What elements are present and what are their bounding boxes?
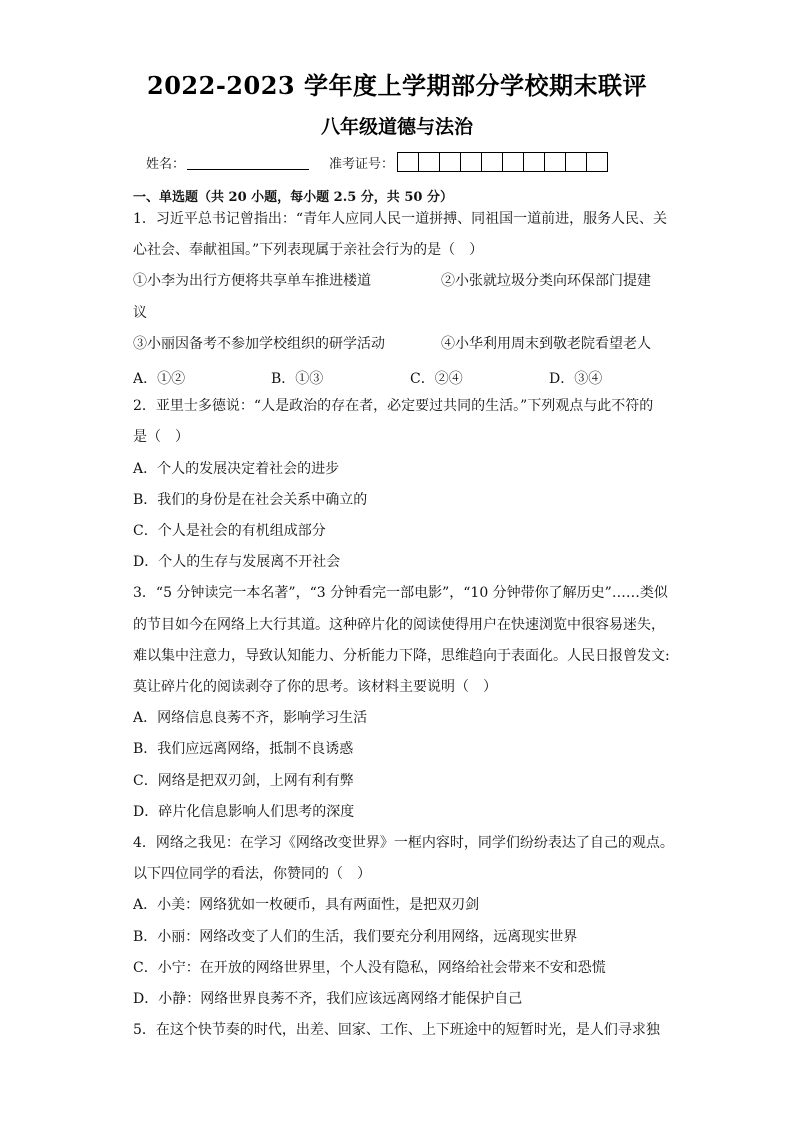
question-text-line: ③小丽因备考不参加学校组织的研学活动 ④小华利用周末到敬老院看望老人 xyxy=(133,335,651,352)
answer-option: B．我们的身份是在社会关系中确立的 xyxy=(133,491,368,508)
answer-option: B．小丽：网络改变了人们的生活，我们要充分利用网络，远离现实世界 xyxy=(133,928,578,945)
answer-option: D．个人的生存与发展离不开社会 xyxy=(133,554,341,571)
question-text-line: 的节目如今在网络上大行其道。这种碎片化的阅读使得用户在快速浏览中很容易迷失， xyxy=(133,616,665,633)
answer-option: C．网络是把双刃剑，上网有利有弊 xyxy=(133,772,354,789)
id-digit-box[interactable] xyxy=(481,152,503,172)
question-text-line: ①小李为出行方便将共享单车推进楼道 ②小张就垃圾分类向环保部门提建 xyxy=(133,273,651,290)
answer-option: D．碎片化信息影响人们思考的深度 xyxy=(133,803,355,820)
answer-option: D．③④ xyxy=(549,371,603,387)
id-digit-box[interactable] xyxy=(565,152,587,172)
answer-option: A．①② xyxy=(133,371,186,387)
id-digit-box[interactable] xyxy=(397,152,419,172)
id-digit-box[interactable] xyxy=(460,152,482,172)
question-text-line: 5．在这个快节奏的时代，出差、回家、工作、上下班途中的短暂时光，是人们寻求独 xyxy=(133,1022,660,1039)
id-label: 准考证号： xyxy=(329,156,395,172)
answer-option: A．个人的发展决定着社会的进步 xyxy=(133,460,340,477)
answer-option: B．我们应远离网络，抵制不良诱惑 xyxy=(133,741,354,758)
question-text-line: 难以集中注意力，导致认知能力、分析能力下降，思维趋向于表面化。人民日报曾发文: xyxy=(133,647,670,664)
name-label: 姓名： xyxy=(146,156,186,172)
answer-option: A．小美：网络犹如一枚硬币，具有两面性，是把双刃剑 xyxy=(133,897,480,914)
question-text-line: 1．习近平总书记曾指出：“青年人应同人民一道拼搏、同祖国一道前进，服务人民、关 xyxy=(133,211,668,227)
id-digit-box[interactable] xyxy=(418,152,440,172)
id-digit-box[interactable] xyxy=(523,152,545,172)
id-digit-box[interactable] xyxy=(502,152,524,172)
question-text-line: 莫让碎片化的阅读剥夺了你的思考。该材料主要说明（ ） xyxy=(133,679,497,695)
section-heading: 一、单选题（共 20 小题，每小题 2.5 分，共 50 分） xyxy=(133,190,453,205)
name-field[interactable] xyxy=(187,155,309,170)
answer-option: B．①③ xyxy=(271,371,324,387)
answer-option: D．小静：网络世界良莠不齐，我们应该远离网络才能保护自己 xyxy=(133,991,523,1007)
id-digit-box[interactable] xyxy=(586,152,608,172)
student-info-row xyxy=(146,152,608,172)
question-text-line: 议 xyxy=(133,304,147,321)
exam-subtitle: 八年级道德与法治 xyxy=(320,116,473,138)
question-text-line: 3．“5 分钟读完一本名著”，“3 分钟看完一部电影”，“10 分钟带你了解历史”……类似 xyxy=(133,585,668,602)
question-text-line: 2．亚里士多德说：“人是政治的存在者，必定要过共同的生活。”下列观点与此不符的 xyxy=(133,398,654,415)
question-text-line: 4．网络之我见：在学习《网络改变世界》一框内容时，同学们纷纷表达了自己的观点。 xyxy=(133,835,674,851)
answer-option: A．网络信息良莠不齐，影响学习生活 xyxy=(133,710,368,727)
answer-option: C．个人是社会的有机组成部分 xyxy=(133,523,326,539)
answer-option: C．②④ xyxy=(410,371,463,387)
exam-title: 2022-2023 学年度上学期部分学校期末联评 xyxy=(147,71,647,100)
id-number-boxes[interactable] xyxy=(398,152,608,172)
question-text-line: 是（ ） xyxy=(133,429,189,446)
question-text-line: 心社会、奉献祖国。”下列表现属于亲社会行为的是（ ） xyxy=(133,242,484,259)
question-text-line: 以下四位同学的看法，你赞同的（ ） xyxy=(133,866,371,883)
id-digit-box[interactable] xyxy=(544,152,566,172)
answer-option: C．小宁：在开放的网络世界里，个人没有隐私，网络给社会带来不安和恐慌 xyxy=(133,959,606,976)
id-digit-box[interactable] xyxy=(439,152,461,172)
